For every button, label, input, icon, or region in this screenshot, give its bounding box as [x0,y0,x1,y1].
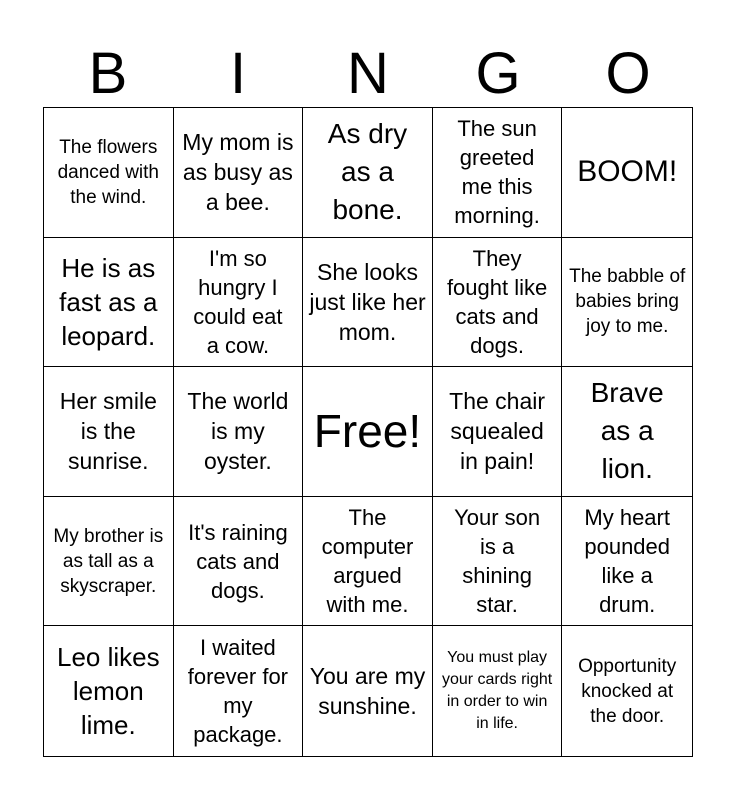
bingo-cell-2-5[interactable] [562,238,692,368]
bingo-cell-1-4[interactable] [433,108,563,238]
bingo-cell-4-5[interactable] [562,497,692,627]
bingo-cell-2-3[interactable] [303,238,433,368]
bingo-cell-3-5[interactable] [562,367,692,497]
free-space: Free! [313,405,422,458]
bingo-cell-2-1[interactable] [44,238,174,368]
cell-text: The computer argued with me. [321,505,414,618]
cell-text: As dry as a bone. [327,118,408,226]
cell-text: The sun greeted me this morning. [454,116,540,229]
bingo-cell-4-3[interactable] [303,497,433,627]
bingo-cell-2-2[interactable] [174,238,304,368]
bingo-cell-4-1[interactable] [44,497,174,627]
cell-text: Leo likes lemon lime. [56,642,160,741]
cell-text: My mom is as busy as a bee. [182,129,294,216]
cell-text: The flowers danced with the wind. [57,136,159,208]
cell-text: I'm so hungry I could eat a cow. [193,245,283,358]
bingo-cell-2-4[interactable] [433,238,563,368]
cell-text: You must play your cards right in order to win in life. [441,649,553,733]
cell-text: The chair squealed in pain! [449,388,546,475]
bingo-header [43,40,693,108]
cell-text: They fought like cats and dogs. [446,245,548,358]
cell-text: It's raining cats and dogs. [188,519,288,603]
cell-text: Your son is a shining star. [454,505,541,618]
cell-text: He is as fast as a leopard. [59,252,158,351]
bingo-cell-1-5[interactable] [562,108,692,238]
bingo-cell-1-1[interactable] [44,108,174,238]
bingo-cell-5-3[interactable] [303,626,433,756]
bingo-cell-3-2[interactable] [174,367,304,497]
header-letter-n: N [347,41,389,106]
cell-text: My brother is as tall as a skyscraper. [53,525,164,597]
bingo-cell-4-4[interactable] [433,497,563,627]
cell-text: I waited forever for my package. [187,635,289,748]
cell-text: Brave as a lion. [590,377,664,485]
bingo-cell-3-3[interactable] [303,367,433,497]
cell-text: The world is my oyster. [187,388,289,475]
cell-text: You are my sunshine. [309,663,426,720]
cell-text: She looks just like her mom. [309,258,426,345]
bingo-cell-3-4[interactable] [433,367,563,497]
bingo-cell-4-2[interactable] [174,497,304,627]
bingo-cell-3-1[interactable] [44,367,174,497]
bingo-cell-1-3[interactable] [303,108,433,238]
bingo-cell-5-2[interactable] [174,626,304,756]
header-letter-g: G [475,41,521,106]
cell-text: Opportunity knocked at the door. [578,655,677,727]
bingo-board [43,107,693,757]
cell-text: My heart pounded like a drum. [584,505,671,618]
bingo-cell-5-4[interactable] [433,626,563,756]
cell-text: Her smile is the sunrise. [59,388,157,475]
bingo-cell-5-5[interactable] [562,626,692,756]
cell-text: BOOM! [577,155,678,189]
bingo-cell-5-1[interactable] [44,626,174,756]
header-letter-o: O [605,41,651,106]
bingo-cell-1-2[interactable] [174,108,304,238]
cell-text: The babble of babies bring joy to me. [569,266,686,338]
header-letter-b: B [88,41,128,106]
header-letter-i: I [229,41,247,106]
